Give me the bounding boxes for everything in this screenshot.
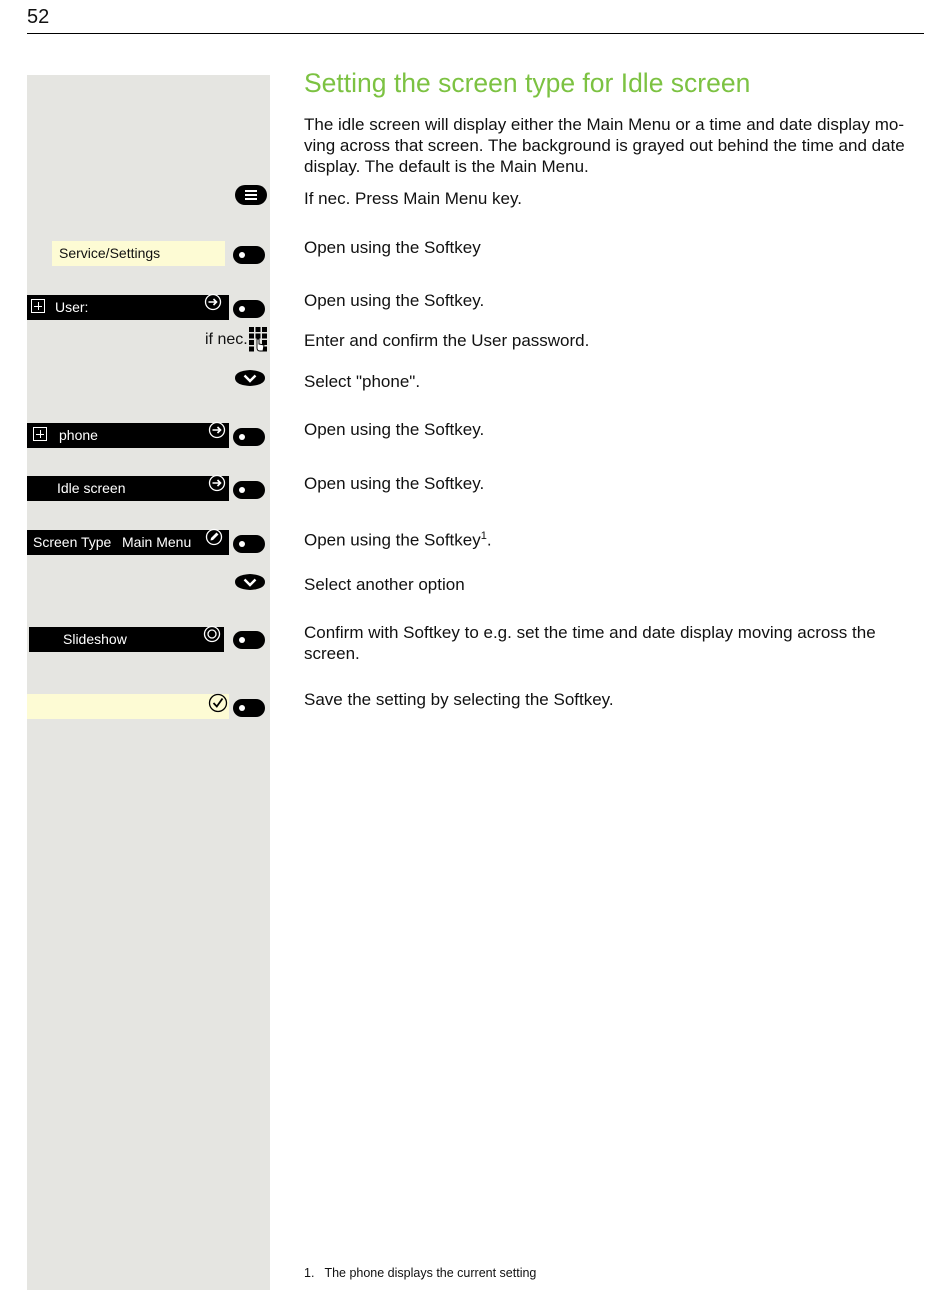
slideshow-item [29, 627, 224, 652]
intro-paragraph: The idle screen will display either the Main Menu or a time and date display mo-ving across that screen. The background is grayed out behind the time and date display. The default is the Main Menu. [304, 115, 905, 176]
softkey-icon [233, 246, 265, 264]
step-text: Enter and confirm the User password. [304, 331, 590, 350]
step-text: Open using the Softkey. [304, 420, 485, 439]
navigation-key-icon [234, 369, 266, 387]
service-settings-label: Service/Settings [59, 245, 161, 261]
softkey-icon [233, 300, 265, 318]
softkey-icon [233, 631, 265, 649]
pencil-circle-icon [205, 528, 223, 546]
user-item [27, 295, 229, 320]
slideshow-label: Slideshow [63, 631, 127, 647]
footnote-number: 1. [304, 1266, 315, 1280]
user-label: User: [55, 299, 89, 315]
phone-item [27, 423, 229, 448]
softkey-icon [233, 535, 265, 553]
screen-type-label: Screen Type [33, 534, 112, 550]
screen-type-item [27, 530, 229, 555]
radio-circle-icon [203, 625, 221, 643]
service-settings-item [52, 241, 225, 266]
checkmark-circle-icon [208, 693, 228, 713]
step-text: Open using the Softkey [304, 530, 481, 550]
step-text: Open using the Softkey. [304, 474, 485, 493]
if-nec-label: if nec. [205, 331, 248, 348]
arrow-right-circle-icon [208, 421, 226, 439]
screen-type-value: Main Menu [122, 534, 192, 550]
step-text: Select another option [304, 575, 465, 594]
page-number: 52 [27, 6, 50, 28]
step-text: Open using the Softkey. [304, 291, 485, 310]
arrow-right-circle-icon [204, 293, 222, 311]
softkey-icon [233, 481, 265, 499]
softkey-icon [233, 428, 265, 446]
phone-label: phone [59, 427, 98, 443]
plus-box-icon [31, 299, 45, 313]
navigation-key-icon [234, 573, 266, 591]
arrow-right-circle-icon [208, 474, 226, 492]
footnote [304, 1266, 536, 1280]
step-text: If nec. Press Main Menu key. [304, 189, 522, 208]
section-title: Setting the screen type for Idle screen [304, 68, 751, 98]
header-rule [27, 33, 924, 34]
plus-box-icon [33, 427, 47, 441]
footnote-ref: 1 [480, 530, 487, 542]
step-text-suffix: . [486, 530, 492, 550]
idle-screen-item [27, 476, 229, 501]
keypad-icon [248, 326, 268, 352]
idle-screen-label: Idle screen [57, 480, 126, 496]
menu-key-icon [235, 185, 267, 205]
step-text-with-footnote [304, 526, 924, 551]
step-text: Save the setting by selecting the Softkey. [304, 690, 614, 709]
footnote-text: The phone displays the current setting [324, 1266, 537, 1280]
save-item [27, 694, 229, 719]
step-text: Open using the Softkey [304, 238, 481, 257]
softkey-icon [233, 699, 265, 717]
step-text: Select "phone". [304, 372, 421, 391]
step-text: Confirm with Softkey to e.g. set the time and date display moving across the screen. [304, 623, 876, 663]
